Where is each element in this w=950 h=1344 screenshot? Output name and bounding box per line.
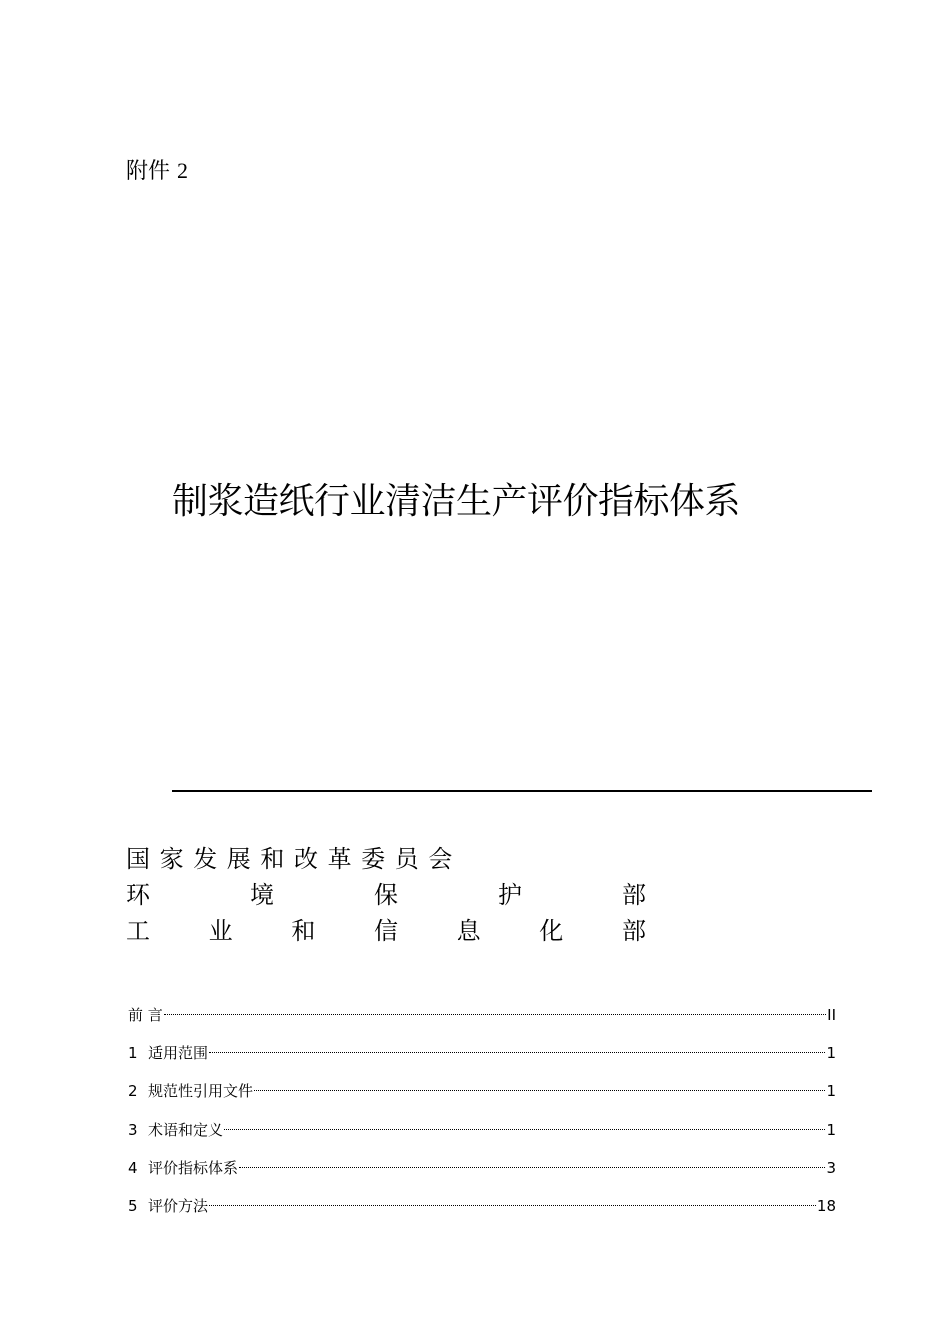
issuer-char: 业 bbox=[208, 917, 233, 945]
issuer-char: 员 bbox=[394, 845, 419, 873]
issuer-char: 境 bbox=[250, 881, 274, 909]
issuer-char: 委 bbox=[361, 845, 386, 873]
issuer-char: 和 bbox=[291, 917, 316, 945]
issuer-char: 家 bbox=[159, 845, 184, 873]
toc-leader-dots bbox=[239, 1167, 825, 1168]
issuer-char: 护 bbox=[498, 881, 522, 909]
toc-section-title: 前 言 bbox=[128, 1006, 163, 1024]
issuer-char: 工 bbox=[126, 917, 150, 945]
toc-entry-label bbox=[128, 1038, 208, 1068]
toc-section-number: 3 bbox=[128, 1120, 138, 1139]
toc-section-number: 4 bbox=[128, 1158, 138, 1177]
toc-section-number: 2 bbox=[128, 1082, 138, 1101]
toc-page-number: 1 bbox=[826, 1082, 836, 1101]
issuer-char: 部 bbox=[621, 917, 646, 945]
toc-page-number: 18 bbox=[816, 1196, 836, 1215]
toc-page-number: 3 bbox=[826, 1158, 836, 1177]
issuer-char: 环 bbox=[126, 881, 150, 909]
toc-section-title: 评价指标体系 bbox=[148, 1158, 239, 1177]
toc-entry-label bbox=[128, 1115, 223, 1145]
toc-leader-dots bbox=[209, 1052, 825, 1053]
toc-section-title: 适用范围 bbox=[148, 1044, 209, 1063]
issuer-char: 展 bbox=[226, 845, 251, 873]
issuer-char: 部 bbox=[622, 881, 646, 909]
toc-section-title: 术语和定义 bbox=[148, 1120, 224, 1139]
issuer-char: 会 bbox=[428, 845, 453, 873]
table-of-contents bbox=[128, 1000, 836, 1229]
toc-row[interactable] bbox=[128, 1115, 836, 1153]
issuer-mep bbox=[126, 878, 646, 912]
issuer-char: 革 bbox=[327, 845, 352, 873]
title-divider bbox=[172, 790, 872, 792]
attachment-number: 2 bbox=[177, 158, 189, 183]
toc-row[interactable] bbox=[128, 1038, 836, 1076]
toc-leader-dots bbox=[254, 1090, 825, 1091]
issuer-char: 国 bbox=[126, 845, 150, 873]
toc-section-title: 评价方法 bbox=[148, 1196, 209, 1215]
document-title: 制浆造纸行业清洁生产评价指标体系 bbox=[172, 481, 741, 522]
issuer-char: 保 bbox=[374, 881, 398, 909]
toc-entry-label bbox=[128, 1000, 163, 1030]
toc-section-title: 规范性引用文件 bbox=[148, 1082, 254, 1101]
issuer-miit bbox=[126, 914, 646, 948]
toc-section-number: 1 bbox=[128, 1044, 138, 1063]
toc-entry-label bbox=[128, 1191, 208, 1221]
toc-row[interactable] bbox=[128, 1000, 836, 1038]
toc-entry-label bbox=[128, 1153, 238, 1183]
toc-page-number: 1 bbox=[826, 1044, 836, 1063]
issuer-char: 改 bbox=[293, 845, 318, 873]
issuer-char: 发 bbox=[193, 845, 218, 873]
issuer-char: 和 bbox=[260, 845, 285, 873]
issuer-char: 化 bbox=[539, 917, 564, 945]
issuer-char: 信 bbox=[373, 917, 398, 945]
toc-leader-dots bbox=[209, 1205, 816, 1206]
attachment-text: 附件 bbox=[126, 159, 171, 184]
toc-leader-dots bbox=[224, 1129, 825, 1130]
toc-page-number: II bbox=[827, 1006, 836, 1024]
attachment-label bbox=[126, 156, 188, 187]
toc-entry-label bbox=[128, 1076, 253, 1106]
issuer-char: 息 bbox=[456, 917, 481, 945]
toc-page-number: 1 bbox=[826, 1120, 836, 1139]
toc-row[interactable] bbox=[128, 1191, 836, 1229]
toc-section-number: 5 bbox=[128, 1196, 138, 1215]
toc-row[interactable] bbox=[128, 1153, 836, 1191]
toc-leader-dots bbox=[164, 1014, 826, 1015]
issuer-ndrc bbox=[126, 842, 646, 876]
toc-row[interactable] bbox=[128, 1076, 836, 1114]
